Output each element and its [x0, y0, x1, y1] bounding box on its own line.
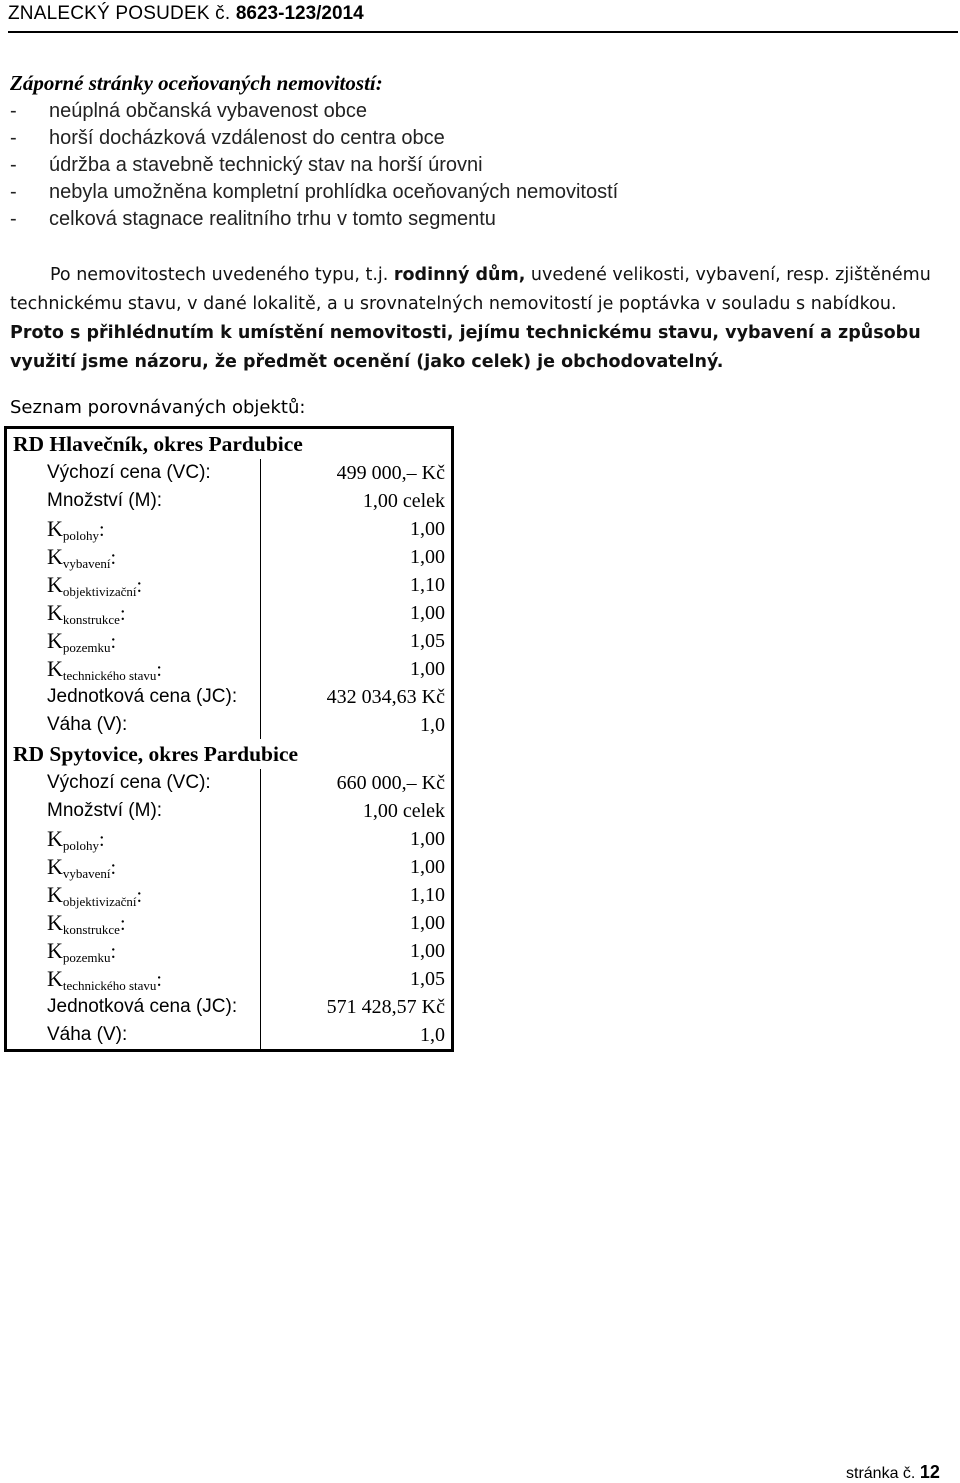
table-row: $K_{konstrukce}$: 1,00 [7, 599, 451, 627]
table-row: $K_{pozemku}$: 1,00 [7, 937, 451, 965]
table-row: Váha (V): 1,0 [7, 711, 451, 739]
marketability-paragraph: Po nemovitostech uvedeného typu, t.j. rodinný dům, uvedené velikosti, vybavení, resp. zjištěnému technickému stavu, v dané lokalitě, a u srovnatelných nemovitostí je poptávka v souladu s nabídkou. Proto s přihlédnutím k umístění nemovitosti, jejímu technickému stavu, vybavení a způsobu využití jsme názoru, že předmět ocenění (jako celek) je obchodovatelný. [10, 265, 931, 372]
table-row: $K_{vybavení}$: 1,00 [7, 543, 451, 571]
table-row: Výchozí cena (VC): 499 000,– Kč [7, 459, 451, 487]
table-row: $K_{objektivizační}$: 1,10 [7, 571, 451, 599]
table-row: $K_{vybavení}$: 1,00 [7, 853, 451, 881]
page-header [8, 0, 958, 33]
list-item: - celková stagnace realitního trhu v tomto segmentu [10, 208, 496, 230]
document-title: ZNALECKÝ POSUDEK č. [8, 3, 236, 24]
table-row: $K_{objektivizační}$: 1,10 [7, 881, 451, 909]
comparison-table [4, 426, 454, 1052]
table-row: Jednotková cena (JC): 432 034,63 Kč [7, 683, 451, 711]
table-row: $K_{konstrukce}$: 1,00 [7, 909, 451, 937]
negatives-title: Záporné stránky oceňovaných nemovitostí: [10, 71, 383, 95]
object-name: RD Hlavečník, okres Pardubice [13, 432, 303, 456]
list-item: - horší docházková vzdálenost do centra obce [10, 127, 445, 149]
table-row: Množství (M): 1,00 celek [7, 797, 451, 825]
page-number: 12 [919, 1462, 940, 1482]
table-row: Jednotková cena (JC): 571 428,57 Kč [7, 993, 451, 1021]
table-row: $K_{polohy}$: 1,00 [7, 515, 451, 543]
list-item: - údržba a stavebně technický stav na horší úrovni [10, 154, 483, 176]
list-item: - neúplná občanská vybavenost obce [10, 100, 368, 122]
table-row: Výchozí cena (VC): 660 000,– Kč [7, 769, 451, 797]
table-row: $K_{pozemku}$: 1,05 [7, 627, 451, 655]
page-footer [846, 1462, 940, 1483]
page-label: stránka č. [846, 1465, 920, 1482]
negatives-list [10, 98, 618, 233]
table-row: Váha (V): 1,0 [7, 1021, 451, 1049]
table-row: $K_{technického stavu}$: 1,05 [7, 965, 451, 993]
table-row: $K_{polohy}$: 1,00 [7, 825, 451, 853]
object-name: RD Spytovice, okres Pardubice [13, 742, 299, 766]
document-number: 8623-123/2014 [235, 3, 364, 24]
table-row: Množství (M): 1,00 celek [7, 487, 451, 515]
comparison-title: Seznam porovnávaných objektů: [10, 397, 306, 418]
list-item: - nebyla umožněna kompletní prohlídka oceňovaných nemovitostí [10, 181, 619, 203]
table-row: $K_{technického stavu}$: 1,00 [7, 655, 451, 683]
